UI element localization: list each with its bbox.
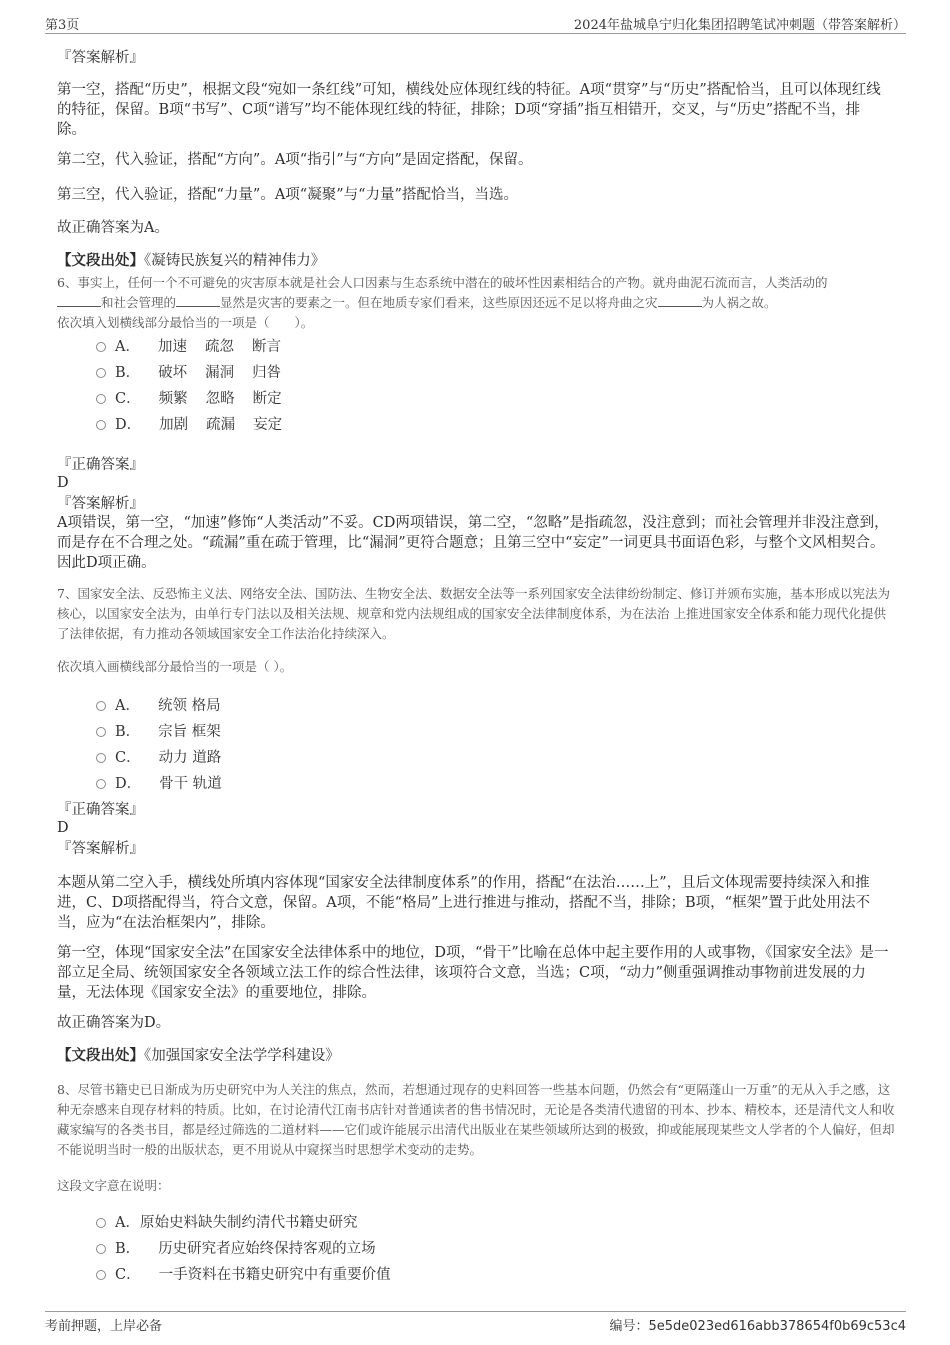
radio-icon[interactable] <box>96 701 106 711</box>
conclusion: 故正确答案为D。 <box>57 1015 171 1031</box>
q7-option-d[interactable]: D． 骨干 轨道 <box>96 772 222 794</box>
analysis-paragraph-1: 本题从第二空入手，横线处所填内容体现“国家安全法律制度体系”的作用，搭配“在法治……上”，且后文体现需要持续深入和推进，C、D项搭配得当，符合文意，保留。A项，不能“格局”上进行推进与推动，搭配不当，排除；B项，“框架”置于此处用法不当，应为“在法治框架内”，排除。 <box>57 875 870 931</box>
q6-option-d[interactable]: D． 加剧 疏漏 妄定 <box>96 413 300 435</box>
source-label: 【文段出处】 <box>57 1047 144 1064</box>
q6-option-b[interactable]: B． 破坏 漏洞 归咎 <box>96 361 299 383</box>
correct-answer: D <box>57 820 69 836</box>
radio-icon[interactable] <box>96 420 106 430</box>
correct-answer: D <box>57 475 69 491</box>
question-8-prompt: 这段文字意在说明： <box>57 1178 170 1193</box>
analysis-paragraph: A项错误，第一空，“加速”修饰“人类活动”不妥。CD两项错误，第二空，“忽略”是指疏忽，没注意到；而社会管理并非没注意到，而是存在不合理之处。“疏漏”重在疏于管理，比“漏洞”更符合题意；且第三空中“妄定”一词更具书面语色彩，与整个文风相契合。因此D项正确。 <box>57 515 889 571</box>
radio-icon[interactable] <box>96 1270 106 1280</box>
correct-answer-title: 『正确答案』 <box>57 457 144 473</box>
radio-icon[interactable] <box>96 342 106 352</box>
source-title: 《加强国家安全法学学科建设》 <box>144 1048 340 1064</box>
radio-icon[interactable] <box>96 779 106 789</box>
source <box>57 251 325 271</box>
radio-icon[interactable] <box>96 1244 106 1254</box>
page-header <box>45 12 906 34</box>
q7-option-a[interactable]: A． 统领 格局 <box>96 694 221 716</box>
analysis-paragraph-2: 第一空，体现“国家安全法”在国家安全法律体系中的地位，D项，“骨干”比喻在总体中起主要作用的人或事物，《国家安全法》是一部立足全局、统领国家安全各领域立法工作的综合性法律，该项符合文意，当选；C项，“动力”侧重强调推动事物前进发展的力量，无法体现《国家安全法》的重要地位，排除。 <box>57 945 889 1001</box>
analysis-title: 『答案解析』 <box>57 841 144 857</box>
page-footer <box>45 1311 906 1335</box>
conclusion: 故正确答案为A。 <box>57 220 169 236</box>
footer-slogan: 考前押题，上岸必备 <box>45 1319 163 1334</box>
radio-icon[interactable] <box>96 1218 106 1228</box>
q8-option-b[interactable]: B． 历史研究者应始终保持客观的立场 <box>96 1237 376 1259</box>
analysis-title: 『答案解析』 <box>57 50 144 66</box>
question-7: 7、国家安全法、反恐怖主义法、网络安全法、国防法、生物安全法、数据安全法等一系列国家安全法律纷纷制定、修订并颁布实施，基本形成以宪法为核心，以国家安全法为，由单行专门法以及相关法规、规章和党内法规组成的国家安全法律制度体系，为在法治 上推进国家安全体系和能力现代化提供了法律依据，有力推动各领域国家安全工作法治化持续深入。 <box>57 586 890 641</box>
blank <box>57 295 101 307</box>
question-8: 8、尽管书籍史已日渐成为历史研究中为人关注的焦点，然而，若想通过现存的史料回答一些基本问题，仍然会有“更隔蓬山一万重”的无从入手之感，这种无奈感来自现存材料的特质。比如，在讨论清代江南书店针对普通读者的售书情况时，无论是各类清代遗留的刊本、抄本、精校本，还是清代文人和收藏家编写的各类书目，都是经过筛选的二道材料——它们或许能展示出清代出版业在某些领域所达到的极致，抑或能展现某些文人学者的个人偏好，但却不能说明当时一般的出版状态，更不用说从中窥探当时思想学术变动的走势。 <box>57 1082 895 1157</box>
question-6-line-2: 和社会管理的 显然是灾害的要素之一。但在地质专家们看来，这些原因还远不足以将舟曲之灾 为人祸之故。 <box>57 293 892 313</box>
radio-icon[interactable] <box>96 727 106 737</box>
source <box>57 1046 340 1066</box>
q6-option-a[interactable]: A． 加速 疏忽 断言 <box>96 335 299 357</box>
q8-option-a[interactable]: A．原始史料缺失制约清代书籍史研究 <box>96 1211 357 1233</box>
analysis-title: 『答案解析』 <box>57 496 144 512</box>
blank <box>658 295 702 307</box>
q8-option-c[interactable]: C． 一手资料在书籍史研究中有重要价值 <box>96 1263 391 1285</box>
question-6-line-1: 6、事实上，任何一个不可避免的灾害原本就是社会人口因素与生态系统中潜在的破坏性因素相结合的产物。就舟曲泥石流而言，人类活动的 <box>57 275 828 290</box>
source-label: 【文段出处】 <box>57 252 144 269</box>
source-title: 《凝铸民族复兴的精神伟力》 <box>144 253 326 269</box>
radio-icon[interactable] <box>96 368 106 378</box>
page-number: 第3页 <box>45 18 80 33</box>
analysis-paragraph-1: 第一空，搭配“历史”，根据文段“宛如一条红线”可知，横线处应体现红线的特征。A项“贯穿”与“历史”搭配恰当，且可以体现红线的特征，保留。B项“书写”、C项“谱写”均不能体现红线的特征，排除；D项“穿插”指互相错开，交叉，与“历史”搭配不当，排除。 <box>57 82 881 138</box>
question-6-prompt: 依次填入划横线部分最恰当的一项是（ ）。 <box>57 315 314 330</box>
q6-option-c[interactable]: C． 频繁 忽略 断定 <box>96 387 300 409</box>
analysis-paragraph-2: 第二空，代入验证，搭配“方向”。A项“指引”与“方向”是固定搭配，保留。 <box>57 152 533 168</box>
radio-icon[interactable] <box>96 753 106 763</box>
document-title: 2024年盐城阜宁归化集团招聘笔试冲刺题（带答案解析） <box>573 18 906 33</box>
q7-option-b[interactable]: B． 宗旨 框架 <box>96 720 221 742</box>
radio-icon[interactable] <box>96 394 106 404</box>
analysis-paragraph-3: 第三空，代入验证，搭配“力量”。A项“凝聚”与“力量”搭配恰当，当选。 <box>57 187 518 203</box>
q7-option-c[interactable]: C． 动力 道路 <box>96 746 221 768</box>
blank <box>176 295 220 307</box>
document-id: 编号：5e5de023ed616abb378654f0b69c53c4 <box>609 1319 906 1334</box>
correct-answer-title: 『正确答案』 <box>57 802 144 818</box>
question-6 <box>57 273 892 333</box>
question-7-prompt: 依次填入画横线部分最恰当的一项是（ ）。 <box>57 659 293 674</box>
